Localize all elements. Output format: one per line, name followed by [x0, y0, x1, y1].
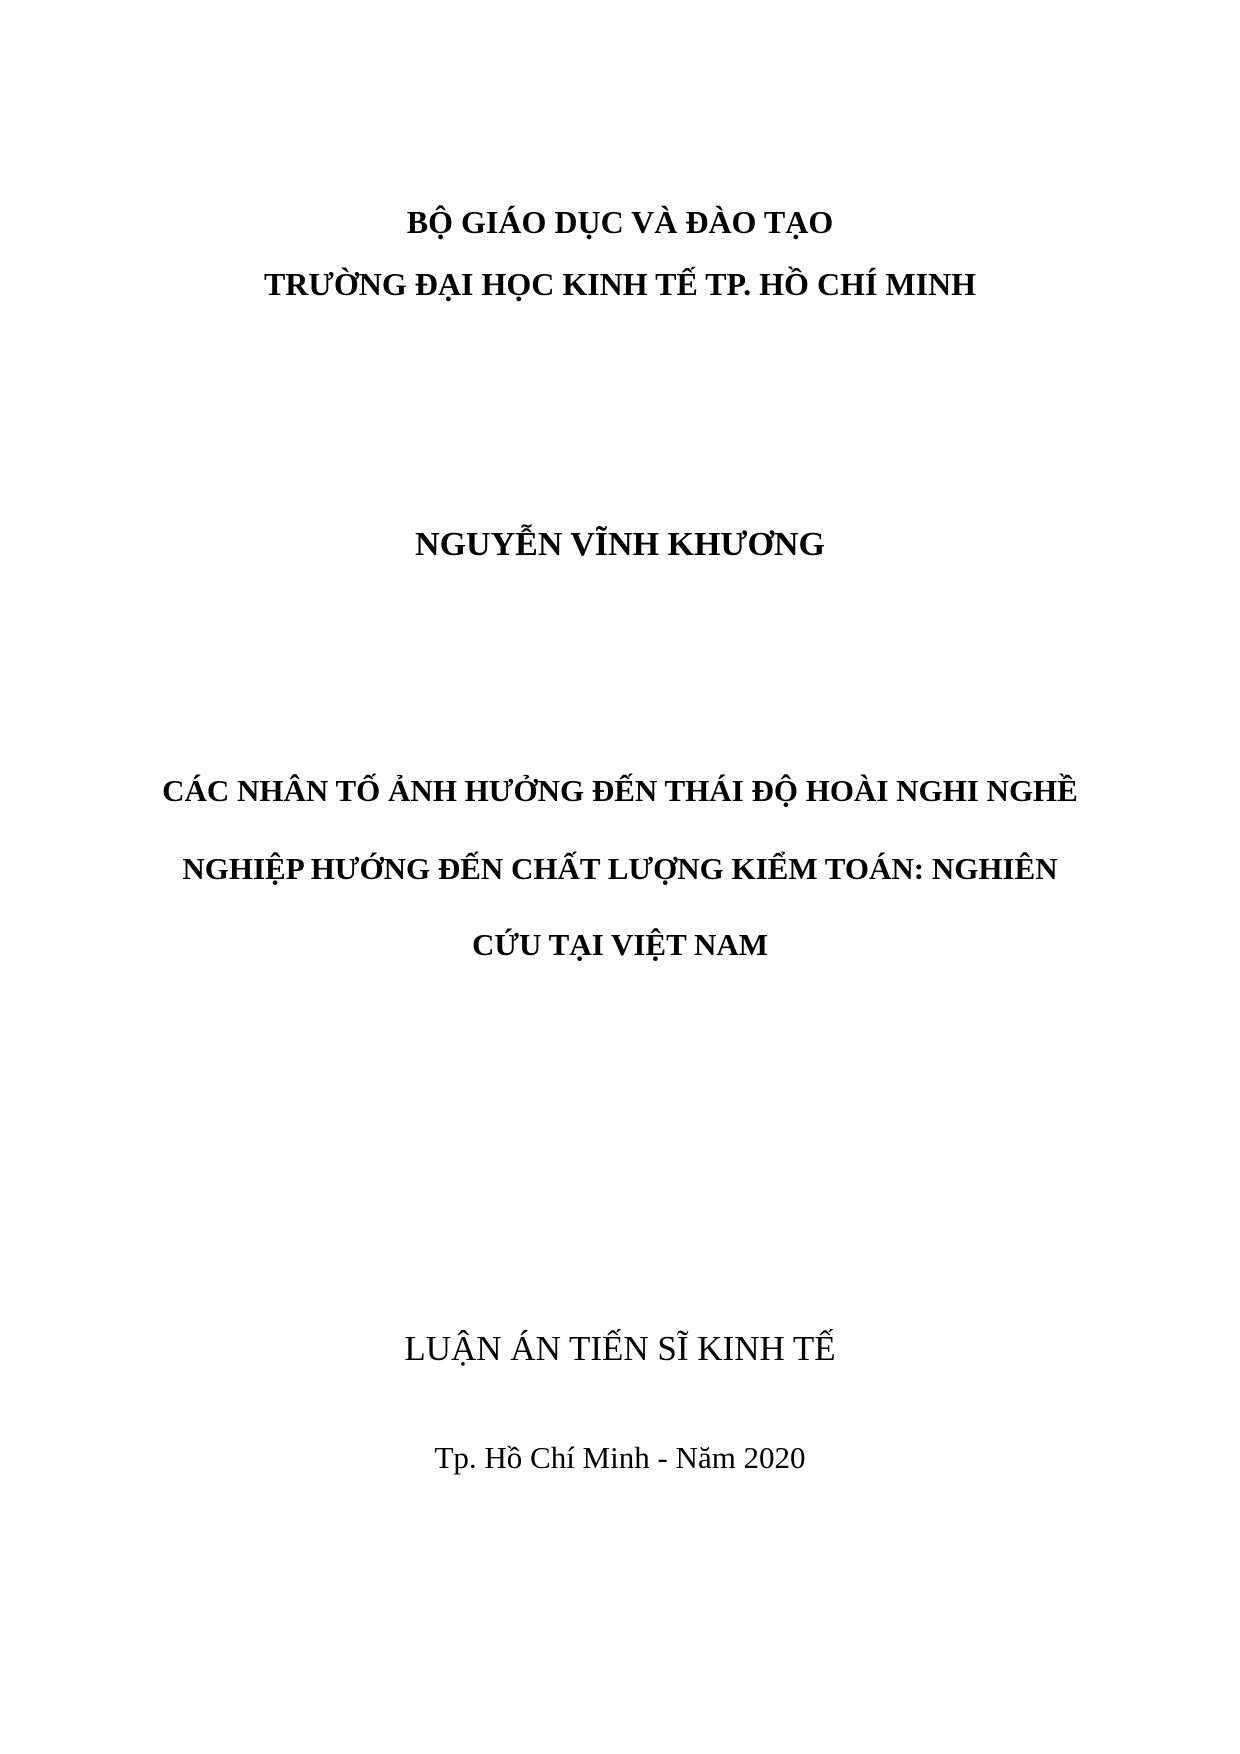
- ministry-name: BỘ GIÁO DỤC VÀ ĐÀO TẠO: [406, 204, 834, 240]
- author-name: NGUYỄN VĨNH KHƯƠNG: [415, 526, 825, 563]
- thesis-title-line-3: CỨU TẠI VIỆT NAM: [472, 927, 768, 962]
- university-name: TRƯỜNG ĐẠI HỌC KINH TẾ TP. HỒ CHÍ MINH: [263, 266, 977, 302]
- place-and-year: Tp. Hồ Chí Minh - Năm 2020: [434, 1440, 806, 1475]
- degree-type: LUẬN ÁN TIẾN SĨ KINH TẾ: [404, 1329, 836, 1368]
- thesis-title-line-2: NGHIỆP HƯỚNG ĐẾN CHẤT LƯỢNG KIỂM TOÁN: NGHIÊN: [182, 851, 1058, 886]
- thesis-title-line-1: CÁC NHÂN TỐ ẢNH HƯỞNG ĐẾN THÁI ĐỘ HOÀI NGHI NGHỀ: [162, 773, 1078, 808]
